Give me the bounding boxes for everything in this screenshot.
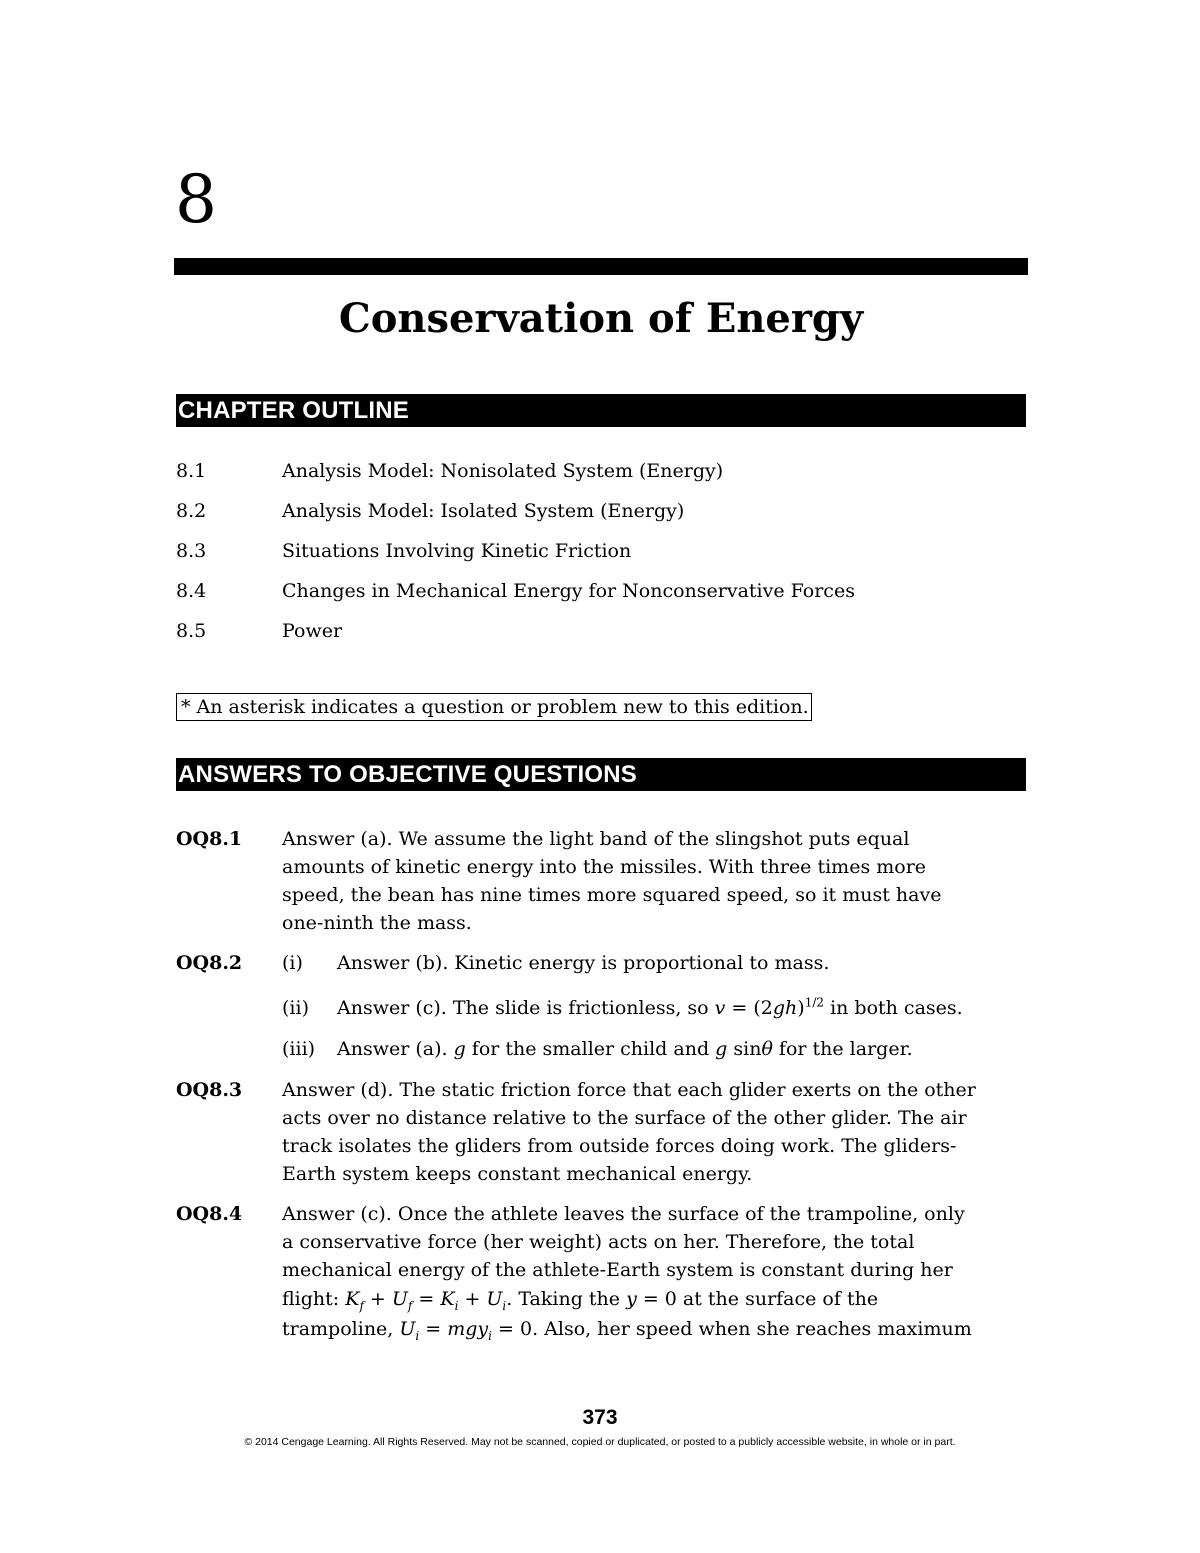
sub-answer-numeral: (i)	[282, 952, 303, 974]
outline-item	[176, 456, 1026, 486]
sub-answer-numeral: (iii)	[282, 1038, 316, 1060]
outline-item-title: Situations Involving Kinetic Friction	[282, 540, 632, 562]
question-answer-oq8-3	[282, 1076, 1028, 1188]
asterisk-note: * An asterisk indicates a question or problem new to this edition.	[176, 693, 812, 721]
outline-item	[176, 616, 1026, 646]
answer-line: acts over no distance relative to the surface of the other glider. The air	[282, 1107, 967, 1129]
answer-line: Answer (d). The static friction force that each glider exerts on the other	[282, 1079, 976, 1101]
question-label-oq8-4: OQ8.4	[176, 1203, 243, 1225]
question-answer-oq8-4	[282, 1200, 1028, 1345]
sub-answer-text: Answer (c). The slide is frictionless, so $v = (2gh)^{1/2}$ in both cases.	[337, 995, 963, 1019]
sub-answer-text: Answer (a). g for the smaller child and g sinθ for the larger.	[337, 1038, 913, 1060]
objective-questions-heading: ANSWERS TO OBJECTIVE QUESTIONS	[176, 758, 1026, 791]
answer-line: flight: $K_f + U_f = K_i + U_i$. Taking the y = 0 at the surface of the	[282, 1288, 879, 1313]
outline-item-number: 8.5	[176, 620, 207, 642]
outline-item-title: Analysis Model: Nonisolated System (Energy)	[282, 460, 724, 482]
chapter-title: Conservation of Energy	[338, 295, 864, 342]
answer-line: Earth system keeps constant mechanical energy.	[282, 1163, 753, 1185]
outline-item-number: 8.3	[176, 540, 207, 562]
outline-item	[176, 576, 1026, 606]
sub-answer-text: Answer (b). Kinetic energy is proportional to mass.	[337, 952, 830, 974]
answer-line: trampoline, $U_i = mgy_i = 0$. Also, her speed when she reaches maximum	[282, 1318, 972, 1343]
outline-item-number: 8.2	[176, 500, 207, 522]
outline-item	[176, 536, 1026, 566]
answer-line: a conservative force (her weight) acts on her. Therefore, the total	[282, 1231, 915, 1253]
copyright-notice: © 2014 Cengage Learning. All Rights Reserved. May not be scanned, copied or duplicated, or posted to a publicly accessible website, in whole or in part.	[244, 1436, 956, 1448]
outline-item-title: Changes in Mechanical Energy for Nonconservative Forces	[282, 580, 855, 602]
question-answer-oq8-1	[282, 825, 1028, 937]
outline-item-number: 8.1	[176, 460, 207, 482]
chapter-outline-heading: CHAPTER OUTLINE	[176, 394, 1026, 427]
page-number: 373	[582, 1406, 618, 1429]
answer-line: Answer (a). We assume the light band of the slingshot puts equal	[282, 828, 910, 850]
answer-line: speed, the bean has nine times more squared speed, so it must have	[282, 884, 942, 906]
chapter-rule	[174, 258, 1028, 275]
chapter-number: 8	[175, 161, 217, 238]
answer-line: one-ninth the mass.	[282, 912, 472, 934]
outline-item-title: Analysis Model: Isolated System (Energy)	[282, 500, 685, 522]
question-label-oq8-1: OQ8.1	[176, 828, 243, 850]
outline-item-number: 8.4	[176, 580, 207, 602]
answer-line: mechanical energy of the athlete-Earth system is constant during her	[282, 1259, 953, 1281]
answer-line: track isolates the gliders from outside forces doing work. The gliders-	[282, 1135, 957, 1157]
question-label-oq8-2: OQ8.2	[176, 952, 243, 974]
outline-item-title: Power	[282, 620, 343, 642]
answer-line: Answer (c). Once the athlete leaves the surface of the trampoline, only	[282, 1203, 965, 1225]
question-label-oq8-3: OQ8.3	[176, 1079, 243, 1101]
sub-answer-numeral: (ii)	[282, 997, 309, 1019]
outline-item	[176, 496, 1026, 526]
answer-line: amounts of kinetic energy into the missiles. With three times more	[282, 856, 927, 878]
